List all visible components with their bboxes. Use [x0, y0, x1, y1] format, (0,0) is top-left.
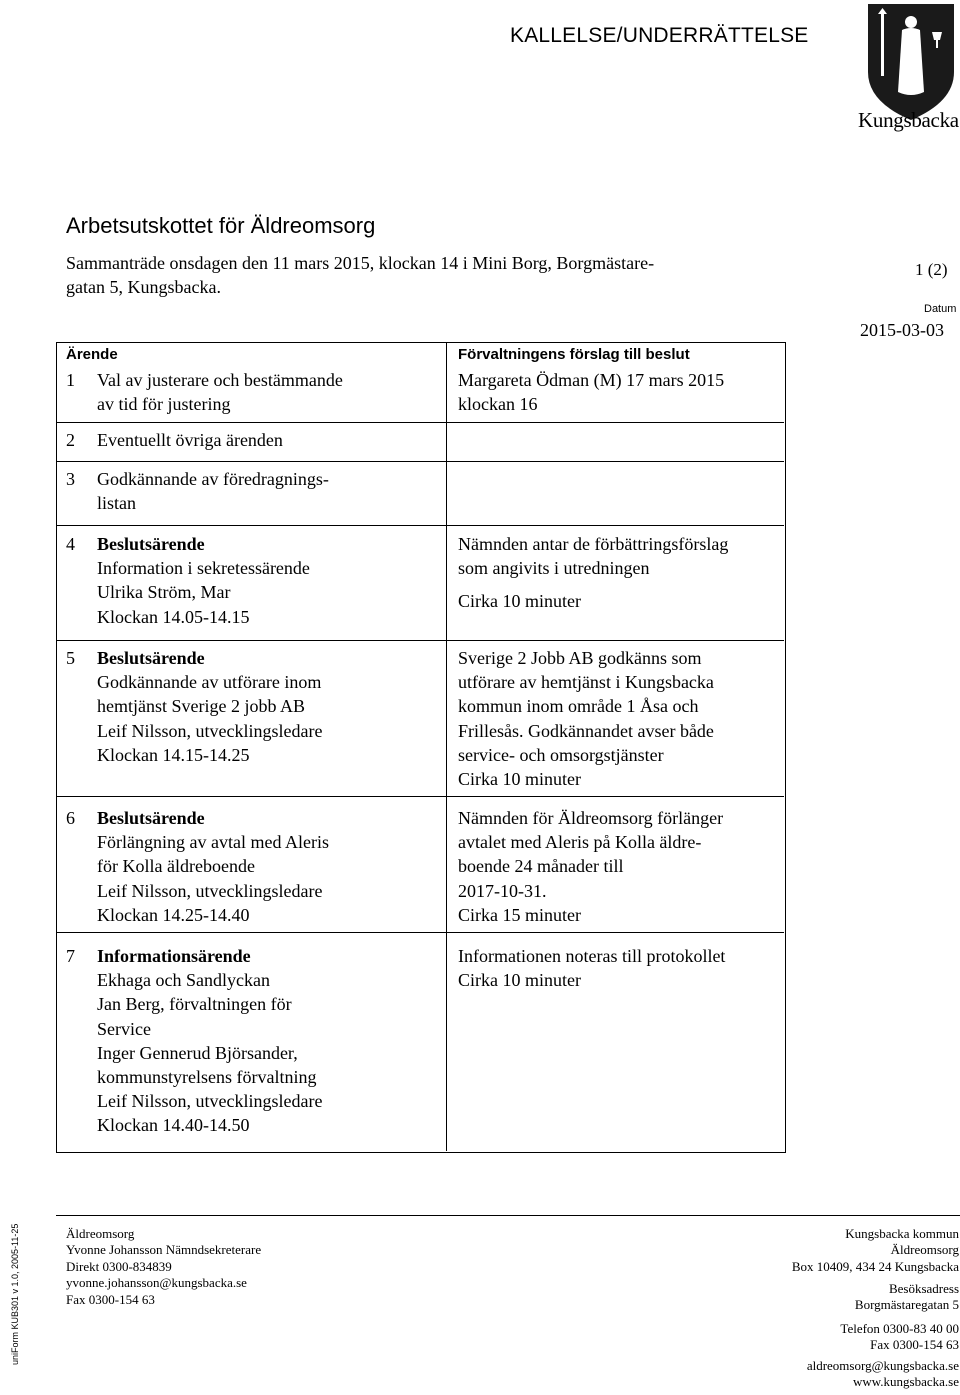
meeting-info: [66, 251, 786, 299]
footer-email-link[interactable]: aldreomsorg@kungsbacka.se: [806, 1358, 959, 1373]
proposal-line: service- och omsorgstjänster: [458, 744, 664, 765]
footer-line: Kungsbacka kommun: [845, 1226, 959, 1241]
proposal-line: Cirka 10 minuter: [458, 769, 581, 790]
item-line: Klockan 14.05-14.15: [97, 606, 250, 627]
item-number: 3: [66, 469, 75, 489]
footer-line: Yvonne Johansson Nämndsekreterare: [66, 1242, 262, 1258]
footer-line: Telefon 0300-83 40 00: [840, 1321, 959, 1336]
committee-title: Arbetsutskottet för Äldreomsorg: [66, 213, 376, 238]
item-line: listan: [97, 493, 136, 514]
item-title: Beslutsärende: [97, 534, 205, 554]
page-number: 1 (2): [915, 260, 948, 279]
proposal-6: [458, 806, 723, 927]
item-title: Informationsärende: [97, 946, 251, 966]
proposal-line: Cirka 10 minuter: [458, 970, 581, 991]
logo-text: Kungsbacka: [858, 108, 959, 132]
item-number: 7: [66, 946, 75, 966]
form-id: uniForm KUB301 v 1.0, 2005-11-25: [10, 1223, 20, 1365]
item-number: 2: [66, 430, 75, 450]
footer-line: Fax 0300-154 63: [870, 1337, 959, 1353]
item-line: Val av justerare och bestämmande: [97, 370, 343, 390]
footer-web: [807, 1358, 959, 1391]
item-line: Inger Gennerud Björsander,: [97, 1042, 298, 1063]
column-divider: [446, 342, 447, 1151]
footer-contact: [66, 1226, 261, 1308]
item-title: Beslutsärende: [97, 648, 205, 668]
item-line: Service: [97, 1018, 151, 1039]
proposal-line: Cirka 15 minuter: [458, 904, 581, 925]
item-number: 1: [66, 370, 75, 390]
item-line: Förlängning av avtal med Aleris: [97, 832, 329, 853]
footer-line: Fax 0300-154 63: [66, 1291, 155, 1307]
meeting-info-line: Sammanträde onsdagen den 11 mars 2015, klockan 14 i Mini Borg, Borgmästare-: [66, 253, 655, 273]
item-line: Klockan 14.15-14.25: [97, 744, 250, 765]
item-line: av tid för justering: [97, 394, 231, 415]
row-divider: [56, 796, 784, 797]
proposal-line: klockan 16: [458, 394, 538, 415]
row-divider: [56, 525, 784, 526]
proposal-line: boende 24 månader till: [458, 856, 624, 877]
footer-line: Äldreomsorg: [890, 1242, 959, 1258]
footer-website-link[interactable]: www.kungsbacka.se: [852, 1374, 959, 1390]
document-type: KALLELSE/UNDERRÄTTELSE: [510, 24, 809, 47]
item-line: för Kolla äldreboende: [97, 856, 255, 877]
item-line: Klockan 14.25-14.40: [97, 904, 250, 925]
item-line: Klockan 14.40-14.50: [97, 1115, 250, 1136]
item-line: Eventuellt övriga ärenden: [97, 430, 283, 450]
proposal-line: som angivits i utredningen: [458, 558, 650, 579]
item-line: hemtjänst Sverige 2 jobb AB: [97, 696, 305, 717]
proposal-line: Nämnden för Äldreomsorg förlänger: [458, 808, 724, 828]
footer-line: Äldreomsorg: [66, 1226, 135, 1241]
date-label: Datum: [924, 303, 957, 315]
item-line: Godkännande av föredragnings-: [97, 469, 329, 489]
item-line: Leif Nilsson, utvecklingsledare: [97, 720, 323, 741]
proposal-line: Informationen noteras till protokollet: [458, 946, 726, 966]
item-line: Leif Nilsson, utvecklingsledare: [97, 880, 323, 901]
footer-phone: [840, 1321, 959, 1354]
date-value: 2015-03-03: [860, 320, 944, 340]
item-line: Ekhaga och Sandlyckan: [97, 970, 270, 991]
item-number: 6: [66, 808, 75, 828]
row-divider: [56, 640, 784, 641]
item-line: Jan Berg, förvaltningen för: [97, 994, 292, 1015]
footer-line: Direkt 0300-834839: [66, 1258, 172, 1274]
item-title: Beslutsärende: [97, 808, 205, 828]
footer-line: Borgmästaregatan 5: [854, 1297, 959, 1313]
proposal-1: [458, 368, 724, 416]
footer-rule: [56, 1215, 960, 1216]
proposal-line: kommun inom område 1 Åsa och: [458, 696, 699, 717]
proposal-line: Cirka 10 minuter: [458, 591, 581, 612]
proposal-4: [458, 532, 728, 614]
proposal-line: Frillesås. Godkännandet avser både: [458, 720, 714, 741]
proposal-5: [458, 646, 714, 791]
row-divider: [56, 932, 784, 933]
row-divider: [56, 461, 784, 462]
item-line: Ulrika Ström, Mar: [97, 582, 231, 603]
item-column-header: Ärende: [66, 346, 118, 363]
footer-line: Box 10409, 434 24 Kungsbacka: [791, 1258, 959, 1274]
item-line: Leif Nilsson, utvecklingsledare: [97, 1091, 323, 1112]
meeting-info-line: gatan 5, Kungsbacka.: [66, 277, 221, 297]
proposal-line: utförare av hemtjänst i Kungsbacka: [458, 672, 714, 693]
row-divider: [56, 422, 784, 423]
footer-address: [792, 1226, 959, 1275]
item-number: 4: [66, 534, 75, 554]
proposal-line: avtalet med Aleris på Kolla äldre-: [458, 832, 702, 853]
item-number: 5: [66, 648, 75, 668]
item-line: kommunstyrelsens förvaltning: [97, 1067, 317, 1088]
proposal-line: 2017-10-31.: [458, 880, 547, 901]
footer-email[interactable]: yvonne.johansson@kungsbacka.se: [66, 1275, 247, 1291]
item-line: Godkännande av utförare inom: [97, 672, 322, 693]
proposal-7: [458, 944, 725, 992]
item-line: Information i sekretessärende: [97, 558, 310, 579]
footer-visiting-address: [855, 1281, 959, 1314]
proposal-column-header: Förvaltningens förslag till beslut: [458, 346, 690, 363]
proposal-line: Margareta Ödman (M) 17 mars 2015: [458, 370, 725, 390]
proposal-line: Sverige 2 Jobb AB godkänns som: [458, 648, 702, 668]
footer-line: Besöksadress: [888, 1281, 959, 1296]
proposal-line: Nämnden antar de förbättringsförslag: [458, 534, 729, 554]
